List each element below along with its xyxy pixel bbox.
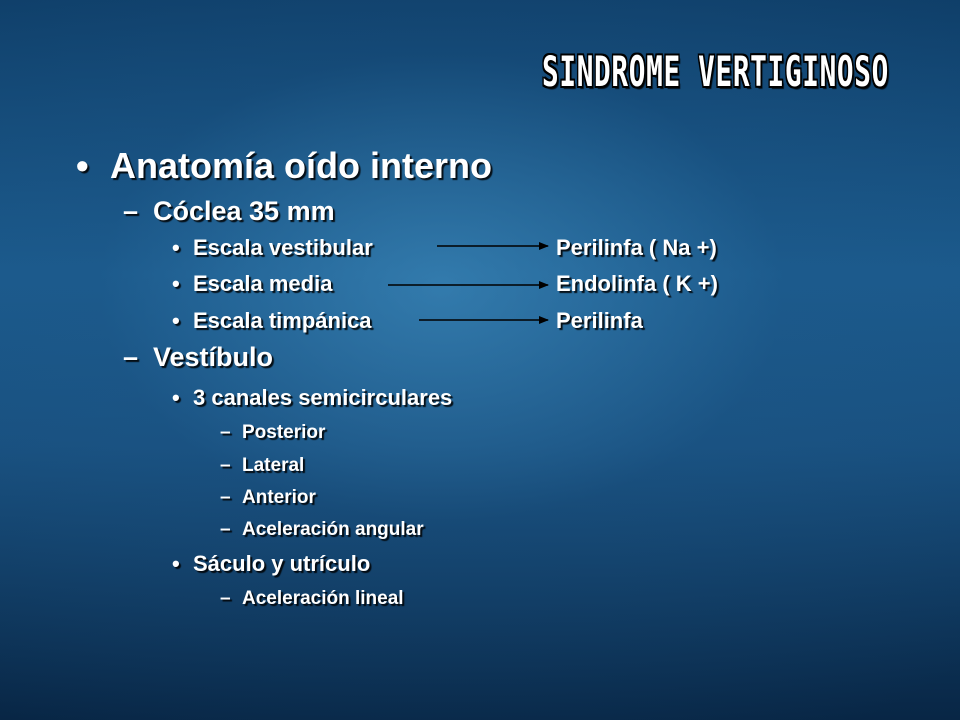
heading-anatomia: Anatomía oído interno: [110, 145, 492, 186]
escala-timpanica-label: Escala timpánica: [193, 308, 372, 333]
canal-posterior: Posterior: [242, 422, 326, 443]
bullet-icon: •: [172, 235, 180, 260]
dash-icon: –: [220, 519, 231, 540]
canal-lateral: Lateral: [242, 455, 305, 476]
escala-media-label: Escala media: [193, 271, 333, 296]
escala-vestibular-label: Escala vestibular: [193, 235, 373, 260]
subheading-coclea: Cóclea 35 mm: [153, 196, 335, 226]
dash-icon: –: [220, 588, 231, 609]
escala-vestibular-target: Perilinfa ( Na +): [556, 235, 717, 260]
dash-icon: –: [123, 196, 139, 226]
subheading-vestibulo: Vestíbulo: [153, 342, 274, 372]
bullet-icon: •: [172, 551, 180, 576]
canal-anterior: Anterior: [242, 487, 316, 508]
canales-semicirculares: 3 canales semicirculares: [193, 385, 453, 410]
dash-icon: –: [123, 342, 139, 372]
bullet-icon: •: [172, 308, 180, 333]
dash-icon: –: [220, 455, 231, 476]
aceleracion-angular: Aceleración angular: [242, 519, 424, 540]
bullet-icon: •: [172, 385, 180, 410]
aceleracion-lineal: Aceleración lineal: [242, 588, 404, 609]
saculo-utriculo: Sáculo y utrículo: [193, 551, 371, 576]
bullet-icon: •: [76, 145, 89, 186]
bullet-icon: •: [172, 271, 180, 296]
escala-media-target: Endolinfa ( K +): [556, 271, 718, 296]
dash-icon: –: [220, 487, 231, 508]
dash-icon: –: [220, 422, 231, 443]
escala-timpanica-target: Perilinfa: [556, 308, 643, 333]
slide-title: SINDROME VERTIGINOSO: [542, 47, 889, 96]
